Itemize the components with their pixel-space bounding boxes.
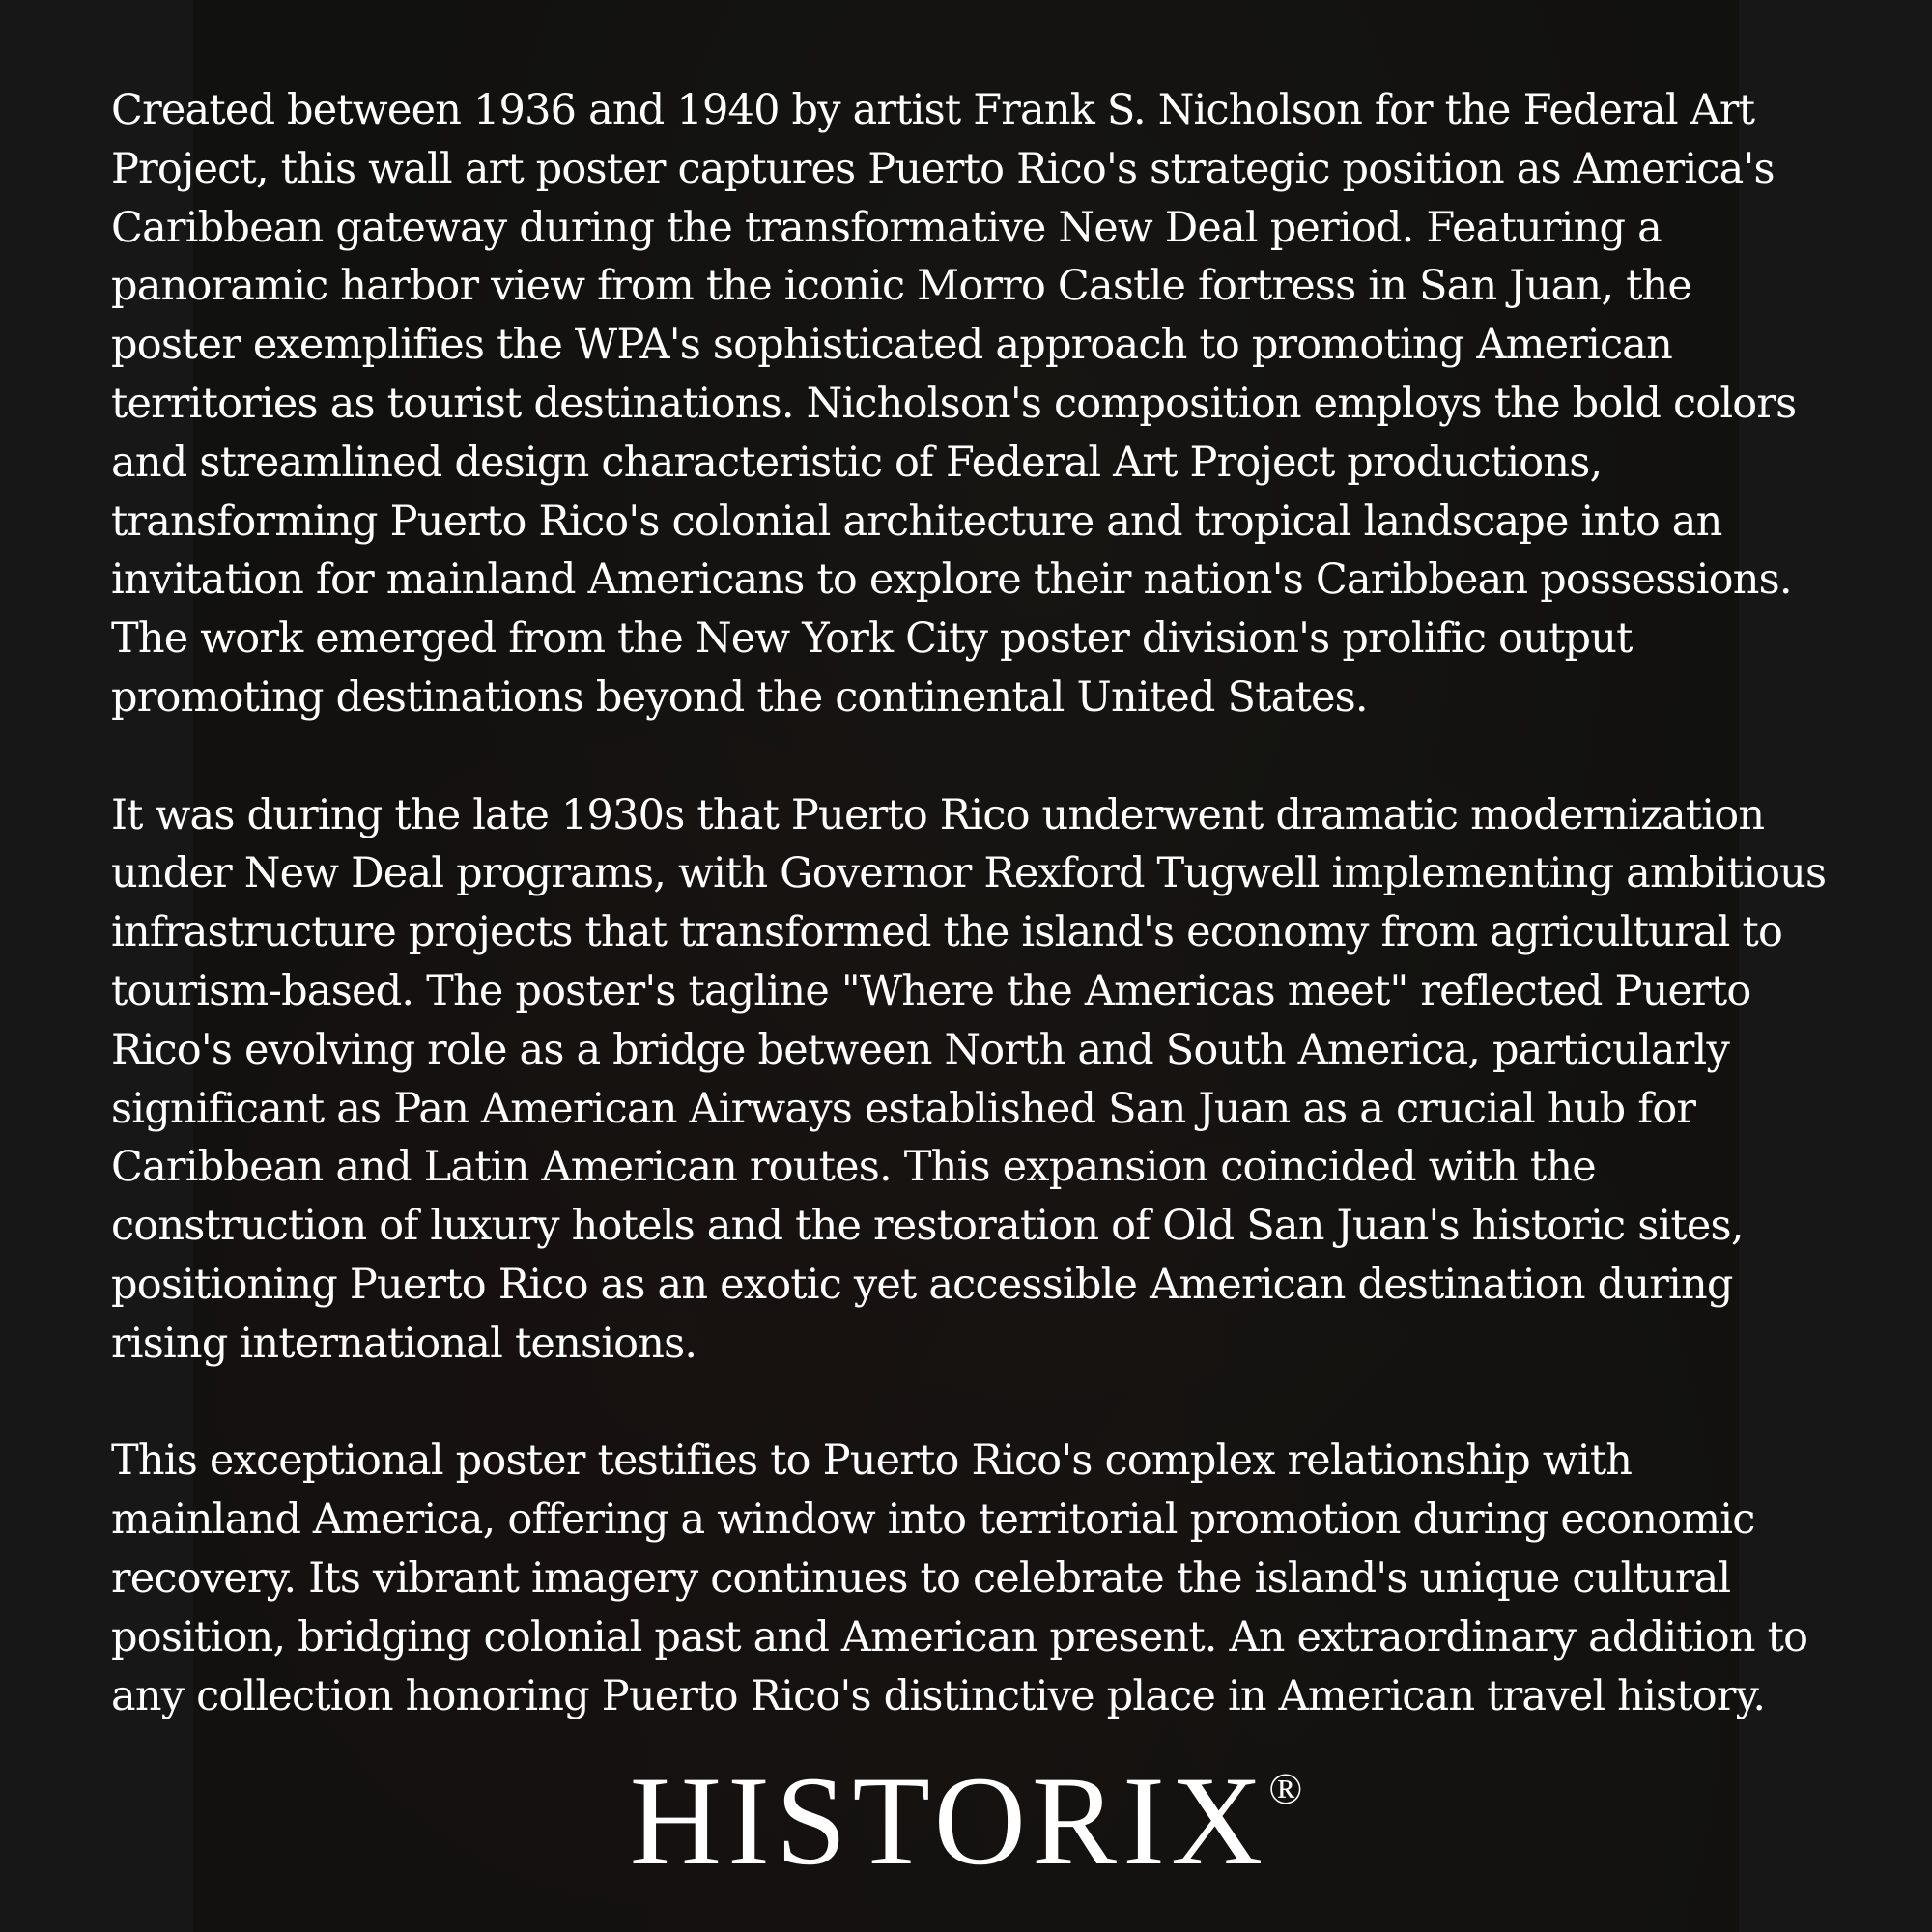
historix-logo: [0, 1721, 1932, 1889]
logo-wordmark: HISTORIX: [629, 1749, 1269, 1891]
registered-mark: ®: [1268, 1764, 1303, 1813]
paragraph-3: This exceptional poster testifies to Puerto Rico's complex relationship with mainland America, offering a window into territorial promotion during economic recovery. Its vibrant imagery continues to celebrate the island's unique cultural position, bridging colonial past and American present. An extraordinary addition to any collection honoring Puerto Rico's distinctive place in American travel history.: [111, 1436, 1808, 1720]
description-text: [111, 81, 1831, 1784]
paragraph-1: Created between 1936 and 1940 by artist Frank S. Nicholson for the Federal Art Project, this wall art poster captures Puerto Rico's strategic position as America's Caribbean gateway during the transformative New Deal period. Featuring a panoramic harbor view from the iconic Morro Castle fortress in San Juan, the poster exemplifies the WPA's sophisticated approach to promoting American territories as tourist destinations. Nicholson's composition employs the bold colors and streamlined design characteristic of Federal Art Project productions, transforming Puerto Rico's colonial architecture and tropical landscape into an invitation for mainland Americans to explore their nation's Caribbean possessions. The work emerged from the New York City poster division's prolific output promoting destinations beyond the continental United States.: [111, 86, 1797, 722]
paragraph-2: It was during the late 1930s that Puerto Rico underwent dramatic modernization under New Deal programs, with Governor Rexford Tugwell implementing ambitious infrastructure projects that transformed the island's economy from agricultural to tourism-based. The poster's tagline "Where the Americas meet" reflected Puerto Rico's evolving role as a bridge between North and South America, particularly significant as Pan American Airways established San Juan as a crucial hub for Caribbean and Latin American routes. This expansion coincided with the construction of luxury hotels and the restoration of Old San Juan's historic sites, positioning Puerto Rico as an exotic yet accessible American destination during rising international tensions.: [111, 790, 1827, 1368]
